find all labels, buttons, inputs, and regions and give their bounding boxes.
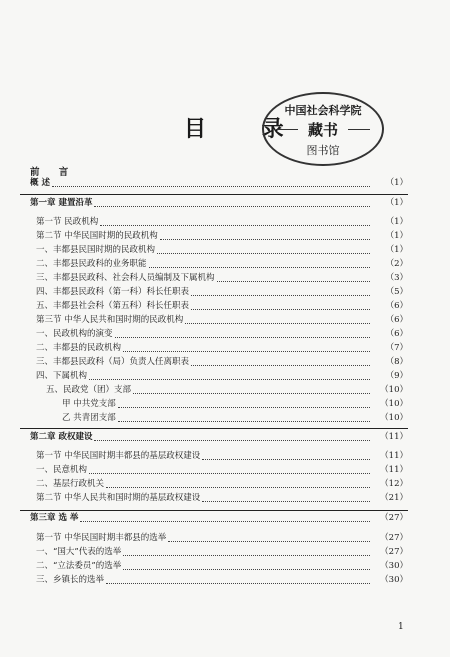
toc-entry-page: （11）	[380, 432, 408, 442]
dot-leader	[202, 501, 370, 502]
dot-leader	[89, 473, 370, 474]
dot-leader	[52, 186, 370, 187]
toc-entry-label: 第二章 政权建设	[30, 432, 93, 442]
dot-leader	[202, 459, 370, 460]
dot-leader	[123, 351, 370, 352]
dot-leader	[100, 225, 370, 226]
toc-entry	[0, 257, 450, 271]
dot-leader	[123, 555, 370, 556]
toc-entry-label: 概 述	[30, 178, 50, 188]
dot-leader	[191, 309, 370, 310]
toc-entry	[0, 355, 450, 369]
toc-entry-page: （6）	[385, 315, 408, 325]
toc-entry-label: 三、丰都县民政科（局）负责人任离职表	[36, 357, 190, 367]
stamp-bottom-text: 图书馆	[306, 144, 340, 157]
dot-leader	[118, 421, 370, 422]
toc-entry	[0, 369, 450, 383]
toc-entry	[0, 271, 450, 285]
toc-entry	[0, 176, 450, 190]
toc-entry-label: 第一节 中华民国时期丰都县的基层政权建设	[36, 451, 201, 461]
toc-entry	[0, 299, 450, 313]
dot-leader	[133, 393, 370, 394]
toc-entry-page: （1）	[385, 178, 408, 188]
toc-entry-page: （5）	[385, 287, 408, 297]
toc-entry	[0, 341, 450, 355]
toc-entry-page: （30）	[380, 561, 408, 571]
toc-entry-label: 二、丰都县的民政机构	[36, 343, 122, 353]
stamp-top-text: 中国社会科学院	[284, 104, 362, 117]
toc-entry-label: 二、基层行政机关	[36, 479, 105, 489]
dot-leader	[191, 365, 370, 366]
toc-entry-label: 二、丰都县民政科的业务职能	[36, 259, 147, 269]
toc-entry	[0, 573, 450, 587]
dot-leader	[106, 487, 370, 488]
toc-entry	[0, 491, 450, 505]
toc-entry-page: （10）	[380, 385, 408, 395]
stamp-middle-text: 藏书	[264, 119, 382, 140]
toc-entry-label: 第一节 中华民国时期丰都县的选举	[36, 533, 167, 543]
toc-entry-label: 第二节 中华民国时期的民政机构	[36, 231, 158, 241]
library-stamp	[262, 92, 384, 166]
preface-heading: 前 言	[30, 167, 77, 178]
toc-entry-page: （8）	[385, 357, 408, 367]
toc-entry	[0, 229, 450, 243]
toc-entry	[0, 430, 450, 444]
toc-entry	[0, 243, 450, 257]
toc-entry	[0, 285, 450, 299]
toc-entry	[0, 559, 450, 573]
toc-entry	[0, 215, 450, 229]
toc-entry-page: （3）	[385, 273, 408, 283]
toc-entry-label: 五、民政党（团）支部	[46, 385, 132, 395]
toc-entry-label: 第二节 中华人民共和国时期的基层政权建设	[36, 493, 201, 503]
toc-entry-label: 乙 共青团支部	[62, 413, 116, 423]
toc-entry	[0, 196, 450, 210]
toc-entry-page: （11）	[380, 451, 408, 461]
toc-entry	[0, 545, 450, 559]
toc-entry-page: （27）	[380, 547, 408, 557]
toc-entry-page: （27）	[380, 513, 408, 523]
toc-entry-page: （6）	[385, 301, 408, 311]
dot-leader	[160, 239, 370, 240]
toc-entry-label: 甲 中共党支部	[62, 399, 116, 409]
toc-entry-label: 五、丰都县社会科（第五科）科长任职表	[36, 301, 190, 311]
toc-entry-page: （1）	[385, 217, 408, 227]
toc-entry-page: （30）	[380, 575, 408, 585]
toc-entry-page: （10）	[380, 413, 408, 423]
dot-leader	[89, 379, 370, 380]
dot-leader	[191, 295, 370, 296]
dot-leader	[149, 267, 370, 268]
toc-entry-label: 三、丰都县民政科、社会科人员编制及下属机构	[36, 273, 215, 283]
dot-leader	[80, 521, 370, 522]
toc-entry-page: （1）	[385, 231, 408, 241]
toc-entry-page: （21）	[380, 493, 408, 503]
dot-leader	[94, 440, 370, 441]
toc-entry-page: （12）	[380, 479, 408, 489]
toc-entry-label: 一、民意机构	[36, 465, 88, 475]
divider-rule	[20, 194, 408, 195]
toc-entry	[0, 511, 450, 525]
page-title: 目 录	[184, 117, 308, 142]
toc-entry-label: 第三节 中华人民共和国时期的民政机构	[36, 315, 184, 325]
toc-entry	[0, 327, 450, 341]
dot-leader	[157, 253, 370, 254]
toc-entry-page: （9）	[385, 371, 408, 381]
toc-entry-label: 四、下属机构	[36, 371, 88, 381]
toc-entry-label: 二、“立法委员”的选举	[36, 561, 122, 571]
toc-entry	[0, 463, 450, 477]
toc-entry	[0, 397, 450, 411]
toc-entry	[0, 411, 450, 425]
dot-leader	[118, 407, 370, 408]
toc-entry-page: （2）	[385, 259, 408, 269]
dot-leader	[168, 541, 370, 542]
toc-entry-label: 第三章 选 举	[30, 513, 79, 523]
divider-rule	[20, 428, 408, 429]
toc-entry-page: （27）	[380, 533, 408, 543]
toc-entry	[0, 449, 450, 463]
toc-entry-page: （1）	[385, 245, 408, 255]
toc-entry	[0, 313, 450, 327]
dot-leader	[185, 323, 370, 324]
dot-leader	[217, 281, 370, 282]
toc-entry-label: 三、乡镇长的选举	[36, 575, 105, 585]
page-number: 1	[398, 622, 404, 632]
toc-entry-label: 一、“国大”代表的选举	[36, 547, 122, 557]
dot-leader	[94, 206, 370, 207]
toc-entry	[0, 477, 450, 491]
toc-entry-label: 一、丰都县民国时期的民政机构	[36, 245, 156, 255]
toc-entry	[0, 531, 450, 545]
toc-entry-page: （7）	[385, 343, 408, 353]
toc-entry-page: （11）	[380, 465, 408, 475]
dot-leader	[123, 569, 370, 570]
toc-entry-label: 一、民政机构的演变	[36, 329, 113, 339]
toc-entry-page: （10）	[380, 399, 408, 409]
dot-leader	[115, 337, 370, 338]
toc-entry-page: （1）	[385, 198, 408, 208]
toc-entry-label: 第一节 民政机构	[36, 217, 99, 227]
toc-entry-label: 四、丰都县民政科（第一科）科长任职表	[36, 287, 190, 297]
dot-leader	[106, 583, 370, 584]
toc-entry-page: （6）	[385, 329, 408, 339]
toc-entry	[0, 383, 450, 397]
toc-entry-label: 第一章 建置沿革	[30, 198, 93, 208]
